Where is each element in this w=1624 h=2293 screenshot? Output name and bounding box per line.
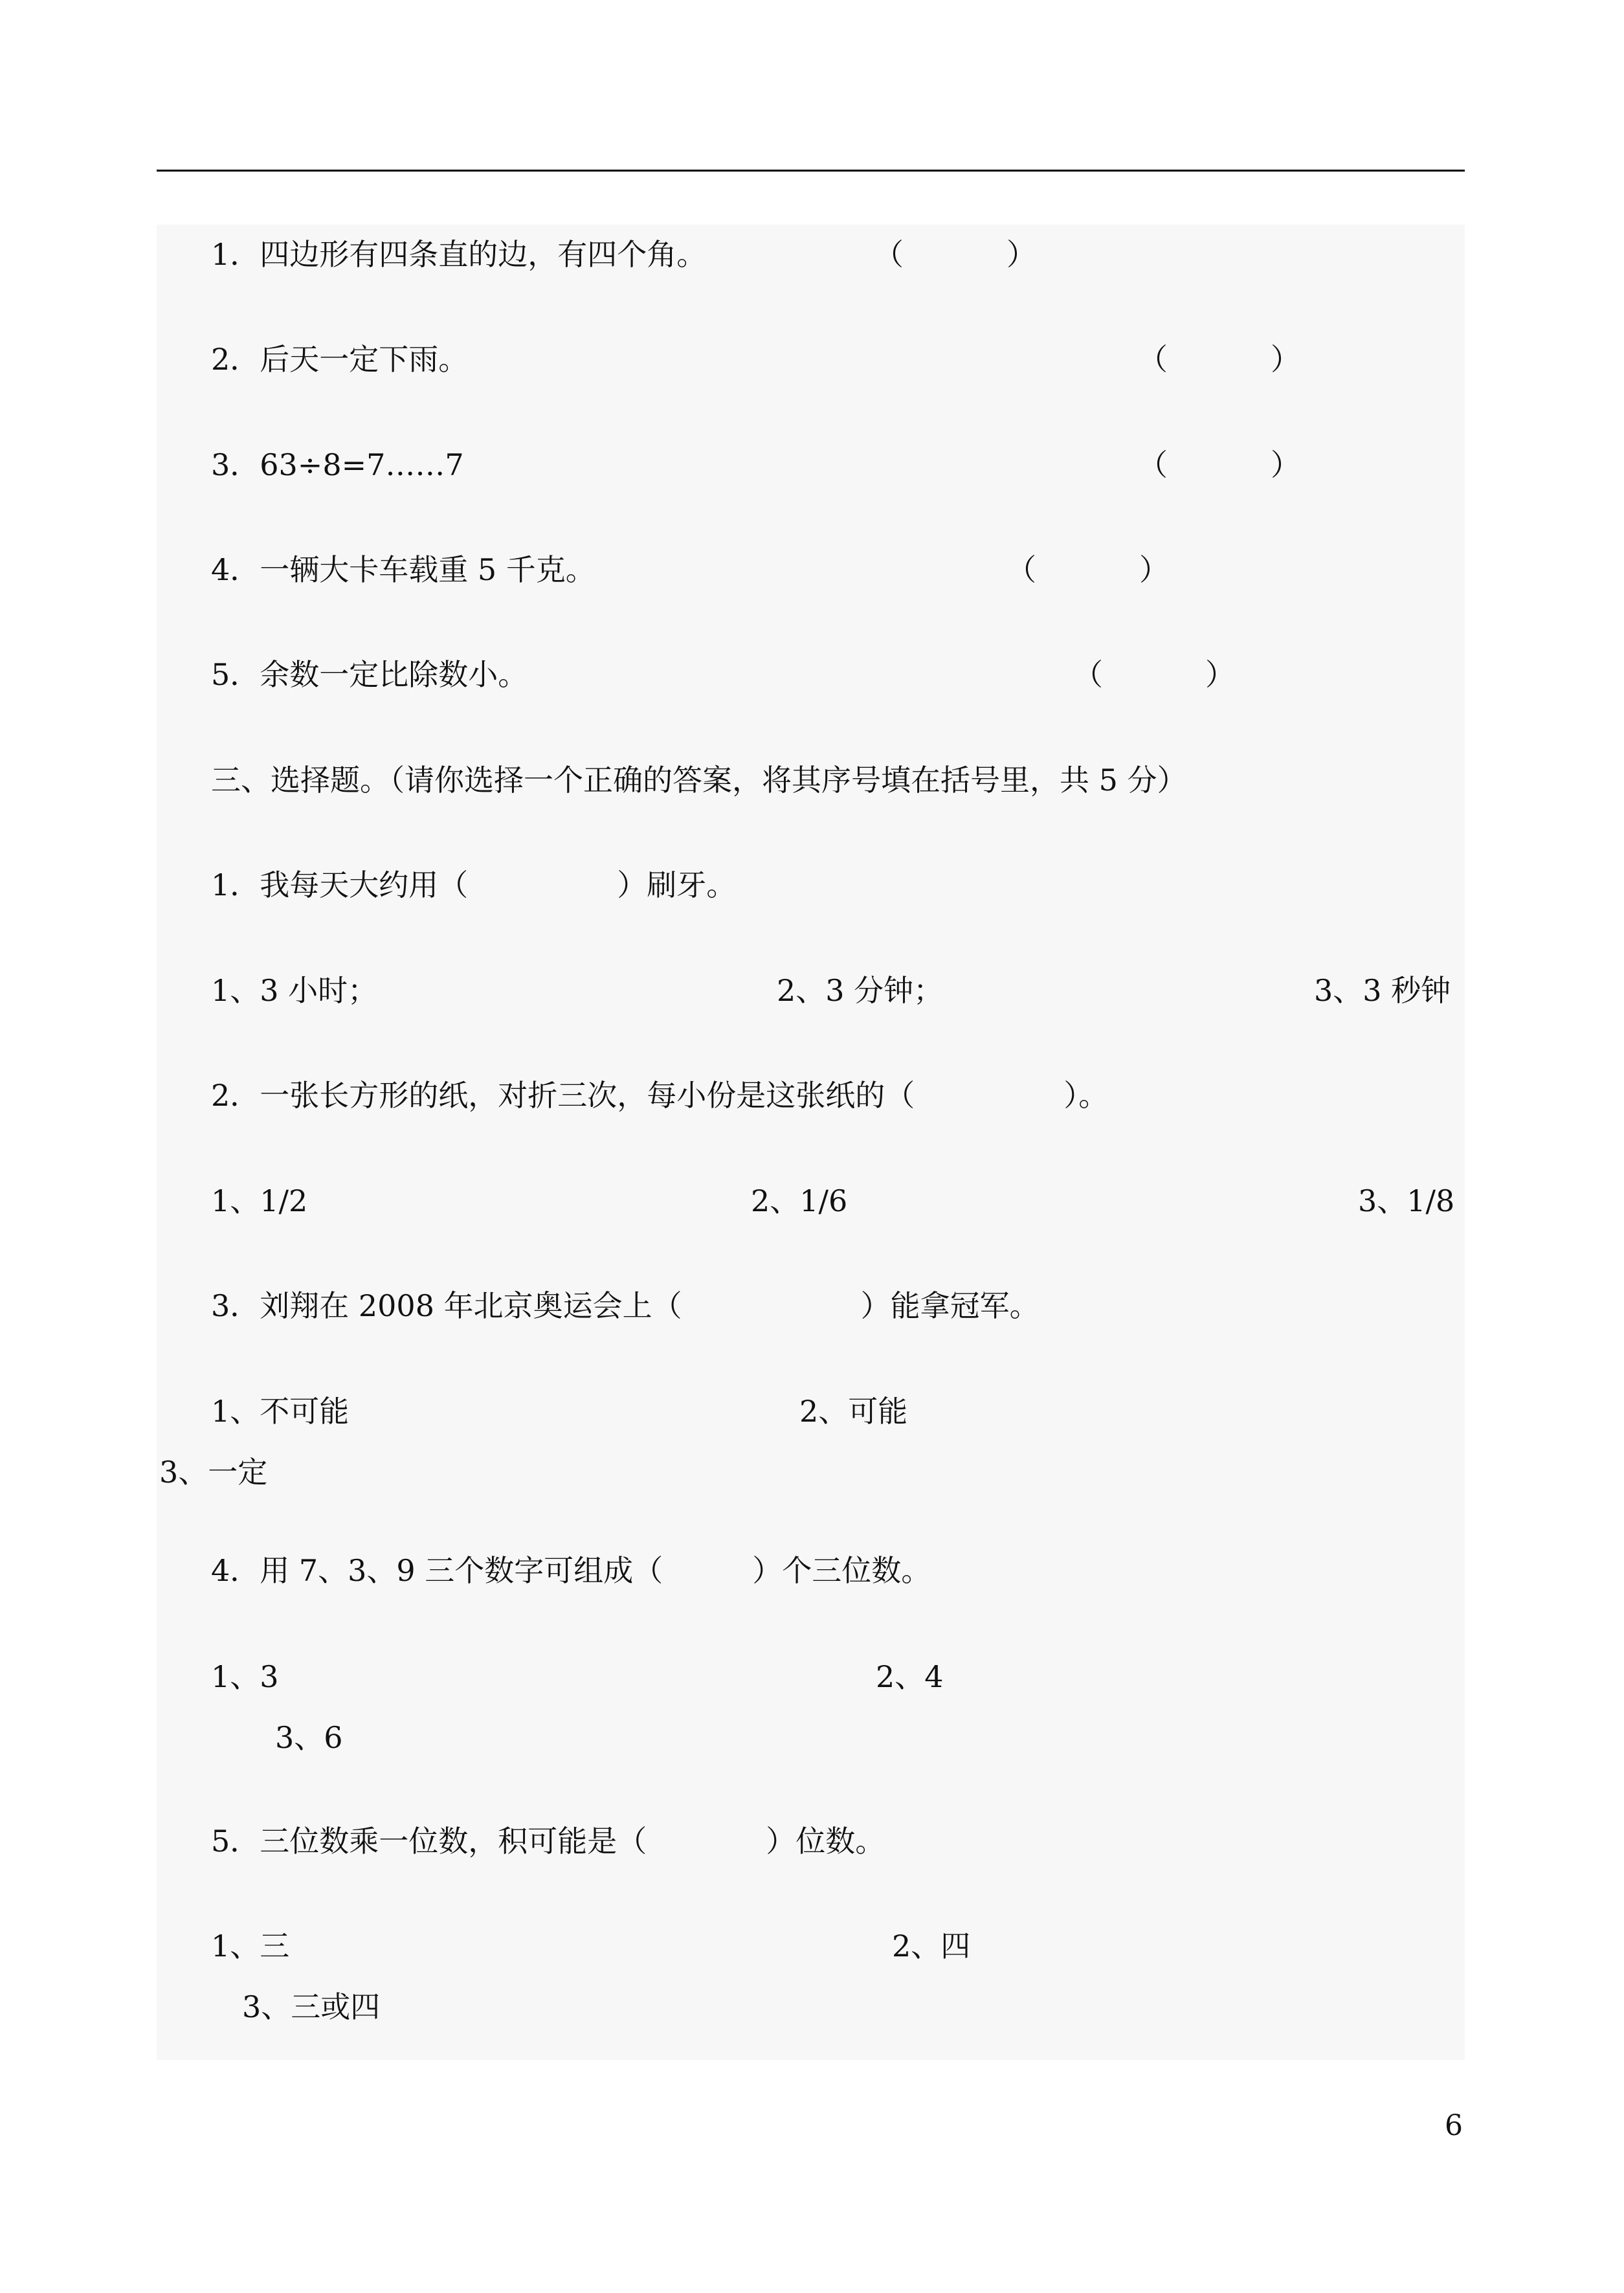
choice-question-4: 4．用 7、3、9 三个数字可组成（ ）个三位数。 [211,1553,931,1588]
judgement-paren-close-3: ） [1271,447,1300,482]
header-rule [157,170,1465,172]
choice-2-option-3: 3、1/8 [1358,1183,1455,1218]
choice-3-option-1: 1、不可能 [211,1394,350,1429]
judgement-item-1: 1．四边形有四条直的边，有四个角。 [211,237,707,272]
judgement-paren-close-2: ） [1271,342,1300,377]
judgement-paren-close-5: ） [1205,657,1235,692]
page-number: 6 [1445,2109,1463,2142]
judgement-item-3: 3．63÷8=7……7 [211,447,464,482]
choice-question-2: 2．一张长方形的纸，对折三次，每小份是这张纸的（ ）。 [211,1078,1109,1113]
choice-1-option-3: 3、3 秒钟 [1314,973,1451,1008]
choice-4-option-1: 1、3 [211,1659,279,1694]
judgement-paren-close-1: ） [1007,237,1036,272]
choice-4-option-2: 2、4 [876,1659,944,1694]
choice-5-option-3: 3、三或四 [242,1989,381,2024]
choice-question-5: 5．三位数乘一位数，积可能是（ ）位数。 [211,1824,885,1859]
judgement-paren-open-4: （ [1007,552,1036,587]
judgement-paren-open-1: （ [874,237,904,272]
choice-3-option-3: 3、一定 [159,1455,268,1490]
choice-2-option-1: 1、1/2 [211,1183,308,1218]
judgement-item-5: 5．余数一定比除数小。 [211,657,528,692]
judgement-paren-open-3: （ [1138,447,1168,482]
choice-1-option-2: 2、3 分钟； [777,973,944,1008]
content-block [157,225,1465,2060]
choice-4-option-3: 3、6 [275,1720,343,1755]
choice-3-option-2: 2、可能 [799,1394,908,1429]
choice-question-1: 1．我每天大约用（ ）刷牙。 [211,867,737,902]
choice-2-option-2: 2、1/6 [751,1183,848,1218]
choice-5-option-1: 1、三 [211,1929,290,1963]
choice-5-option-2: 2、四 [892,1929,971,1963]
judgement-item-2: 2．后天一定下雨。 [211,342,469,377]
judgement-paren-open-5: （ [1073,657,1103,692]
judgement-paren-open-2: （ [1138,342,1168,377]
judgement-item-4: 4．一辆大卡车载重 5 千克。 [211,552,595,587]
judgement-paren-close-4: ） [1139,552,1169,587]
choice-question-3: 3．刘翔在 2008 年北京奥运会上（ ）能拿冠军。 [211,1288,1040,1323]
choice-1-option-1: 1、3 小时； [211,973,378,1008]
choice-section-heading: 三、选择题。（请你选择一个正确的答案，将其序号填在括号里，共 5 分） [211,763,1187,798]
